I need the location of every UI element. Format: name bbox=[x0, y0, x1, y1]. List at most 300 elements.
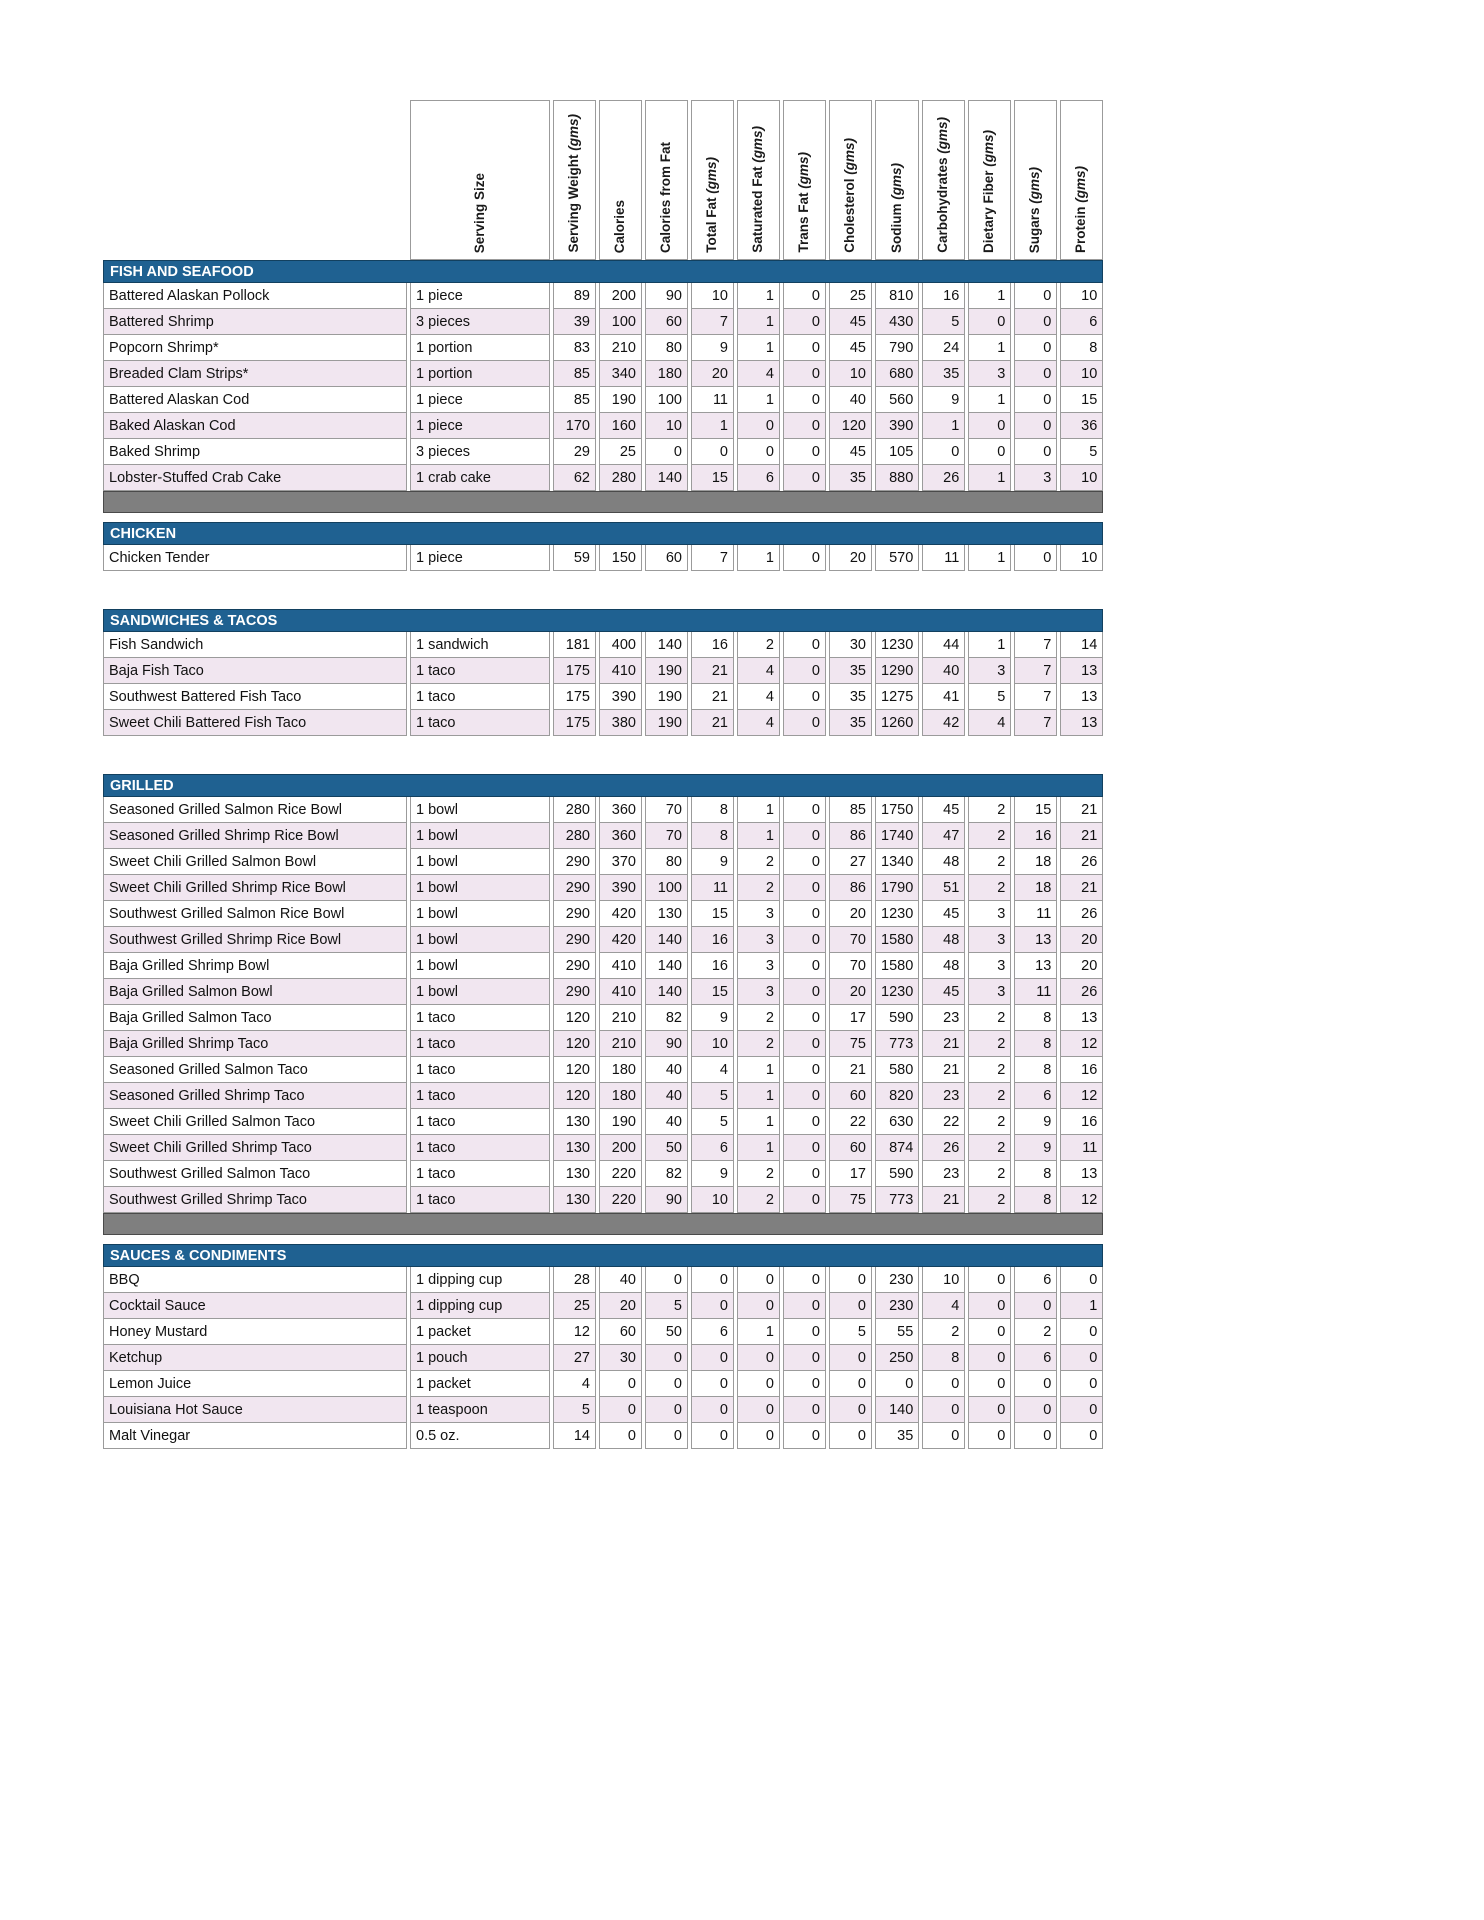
value-serving-weight: 175 bbox=[553, 684, 596, 710]
value-calories-from-fat: 40 bbox=[645, 1057, 688, 1083]
rotated-header-wrap bbox=[600, 107, 641, 259]
value-cholesterol: 75 bbox=[829, 1031, 872, 1057]
col-header-cell-serving-size bbox=[410, 100, 550, 260]
value-sodium: 230 bbox=[875, 1267, 919, 1293]
value-calories: 0 bbox=[599, 1371, 642, 1397]
value-calories-from-fat: 0 bbox=[645, 1267, 688, 1293]
value-sodium: 1750 bbox=[875, 797, 919, 823]
value-serving-weight: 130 bbox=[553, 1135, 596, 1161]
value-sodium: 105 bbox=[875, 439, 919, 465]
value-cholesterol: 40 bbox=[829, 387, 872, 413]
table-row bbox=[103, 658, 1103, 684]
rotated-header-wrap bbox=[969, 107, 1010, 259]
rotated-header-wrap bbox=[692, 107, 733, 259]
col-header-unit: (gms) bbox=[796, 152, 812, 190]
value-cholesterol: 75 bbox=[829, 1187, 872, 1213]
value-protein: 20 bbox=[1060, 927, 1103, 953]
value-protein: 21 bbox=[1060, 875, 1103, 901]
item-name: Ketchup bbox=[103, 1345, 407, 1371]
serving-size-value: 3 pieces bbox=[410, 309, 550, 335]
value-sugars: 7 bbox=[1014, 632, 1057, 658]
value-carbohydrates: 0 bbox=[922, 439, 965, 465]
col-header-dietary-fiber: Dietary Fiber (gms) bbox=[981, 129, 997, 253]
col-header-cell-calories bbox=[599, 100, 642, 260]
value-sugars: 18 bbox=[1014, 875, 1057, 901]
item-name: Seasoned Grilled Salmon Taco bbox=[103, 1057, 407, 1083]
value-sodium: 35 bbox=[875, 1423, 919, 1449]
value-calories-from-fat: 70 bbox=[645, 823, 688, 849]
value-calories: 380 bbox=[599, 710, 642, 736]
value-protein: 0 bbox=[1060, 1345, 1103, 1371]
value-sugars: 6 bbox=[1014, 1083, 1057, 1109]
rotated-header-wrap bbox=[1015, 107, 1056, 259]
value-trans-fat: 0 bbox=[783, 979, 826, 1005]
value-serving-weight: 290 bbox=[553, 849, 596, 875]
col-header-cholesterol: Cholesterol (gms) bbox=[842, 138, 858, 253]
value-trans-fat: 0 bbox=[783, 632, 826, 658]
value-saturated-fat: 3 bbox=[737, 927, 780, 953]
value-sugars: 0 bbox=[1014, 283, 1057, 309]
nutrition-table-header bbox=[103, 100, 1103, 260]
value-total-fat: 15 bbox=[691, 901, 734, 927]
value-trans-fat: 0 bbox=[783, 335, 826, 361]
value-dietary-fiber: 2 bbox=[968, 1083, 1011, 1109]
table-row bbox=[103, 439, 1103, 465]
value-trans-fat: 0 bbox=[783, 1319, 826, 1345]
value-carbohydrates: 24 bbox=[922, 335, 965, 361]
value-sugars: 13 bbox=[1014, 927, 1057, 953]
rotated-header-wrap bbox=[784, 107, 825, 259]
serving-size-value: 1 packet bbox=[410, 1319, 550, 1345]
value-sodium: 0 bbox=[875, 1371, 919, 1397]
table-row bbox=[103, 875, 1103, 901]
value-protein: 13 bbox=[1060, 710, 1103, 736]
item-name: Southwest Grilled Shrimp Taco bbox=[103, 1187, 407, 1213]
value-calories-from-fat: 140 bbox=[645, 979, 688, 1005]
value-total-fat: 8 bbox=[691, 823, 734, 849]
value-cholesterol: 0 bbox=[829, 1397, 872, 1423]
value-calories-from-fat: 10 bbox=[645, 413, 688, 439]
value-sugars: 0 bbox=[1014, 1423, 1057, 1449]
table-row bbox=[103, 1267, 1103, 1293]
value-saturated-fat: 2 bbox=[737, 849, 780, 875]
value-serving-weight: 120 bbox=[553, 1005, 596, 1031]
value-saturated-fat: 1 bbox=[737, 335, 780, 361]
value-total-fat: 21 bbox=[691, 710, 734, 736]
value-cholesterol: 45 bbox=[829, 309, 872, 335]
value-calories-from-fat: 140 bbox=[645, 953, 688, 979]
item-name: Baked Alaskan Cod bbox=[103, 413, 407, 439]
item-name: Southwest Grilled Salmon Rice Bowl bbox=[103, 901, 407, 927]
value-sodium: 1275 bbox=[875, 684, 919, 710]
value-total-fat: 10 bbox=[691, 1187, 734, 1213]
value-serving-weight: 5 bbox=[553, 1397, 596, 1423]
value-calories-from-fat: 40 bbox=[645, 1083, 688, 1109]
value-dietary-fiber: 1 bbox=[968, 545, 1011, 571]
section-header-row bbox=[103, 522, 1103, 545]
value-serving-weight: 14 bbox=[553, 1423, 596, 1449]
value-trans-fat: 0 bbox=[783, 361, 826, 387]
value-protein: 10 bbox=[1060, 283, 1103, 309]
value-serving-weight: 290 bbox=[553, 927, 596, 953]
value-serving-weight: 130 bbox=[553, 1187, 596, 1213]
value-calories: 360 bbox=[599, 823, 642, 849]
value-calories: 360 bbox=[599, 797, 642, 823]
value-total-fat: 5 bbox=[691, 1083, 734, 1109]
value-trans-fat: 0 bbox=[783, 927, 826, 953]
value-total-fat: 20 bbox=[691, 361, 734, 387]
value-carbohydrates: 42 bbox=[922, 710, 965, 736]
value-cholesterol: 30 bbox=[829, 632, 872, 658]
value-total-fat: 16 bbox=[691, 953, 734, 979]
value-protein: 10 bbox=[1060, 361, 1103, 387]
value-cholesterol: 60 bbox=[829, 1083, 872, 1109]
value-dietary-fiber: 1 bbox=[968, 465, 1011, 491]
value-cholesterol: 17 bbox=[829, 1161, 872, 1187]
value-serving-weight: 280 bbox=[553, 823, 596, 849]
value-calories: 200 bbox=[599, 1135, 642, 1161]
col-header-protein: Protein (gms) bbox=[1073, 165, 1089, 253]
item-name: Sweet Chili Battered Fish Taco bbox=[103, 710, 407, 736]
serving-size-value: 1 crab cake bbox=[410, 465, 550, 491]
item-name: Breaded Clam Strips* bbox=[103, 361, 407, 387]
table-row bbox=[103, 1345, 1103, 1371]
table-row bbox=[103, 1005, 1103, 1031]
value-total-fat: 5 bbox=[691, 1109, 734, 1135]
white-spacer bbox=[103, 571, 1103, 609]
value-calories: 390 bbox=[599, 875, 642, 901]
serving-size-value: 1 piece bbox=[410, 387, 550, 413]
value-trans-fat: 0 bbox=[783, 953, 826, 979]
value-cholesterol: 5 bbox=[829, 1319, 872, 1345]
value-calories: 340 bbox=[599, 361, 642, 387]
value-sugars: 11 bbox=[1014, 901, 1057, 927]
serving-size-value: 1 taco bbox=[410, 658, 550, 684]
value-trans-fat: 0 bbox=[783, 658, 826, 684]
value-total-fat: 0 bbox=[691, 1371, 734, 1397]
value-serving-weight: 85 bbox=[553, 387, 596, 413]
value-serving-weight: 4 bbox=[553, 1371, 596, 1397]
table-row bbox=[103, 1057, 1103, 1083]
table-row bbox=[103, 1031, 1103, 1057]
value-dietary-fiber: 2 bbox=[968, 875, 1011, 901]
value-calories-from-fat: 90 bbox=[645, 1187, 688, 1213]
table-row bbox=[103, 632, 1103, 658]
value-calories-from-fat: 100 bbox=[645, 875, 688, 901]
value-sodium: 680 bbox=[875, 361, 919, 387]
value-carbohydrates: 48 bbox=[922, 953, 965, 979]
value-total-fat: 0 bbox=[691, 1397, 734, 1423]
serving-size-value: 1 taco bbox=[410, 1005, 550, 1031]
value-sugars: 8 bbox=[1014, 1057, 1057, 1083]
value-calories: 420 bbox=[599, 901, 642, 927]
item-name: Baja Fish Taco bbox=[103, 658, 407, 684]
value-total-fat: 11 bbox=[691, 875, 734, 901]
value-protein: 36 bbox=[1060, 413, 1103, 439]
value-dietary-fiber: 0 bbox=[968, 413, 1011, 439]
value-sugars: 8 bbox=[1014, 1031, 1057, 1057]
value-dietary-fiber: 3 bbox=[968, 658, 1011, 684]
value-dietary-fiber: 1 bbox=[968, 632, 1011, 658]
value-cholesterol: 120 bbox=[829, 413, 872, 439]
col-header-serving-weight: Serving Weight (gms) bbox=[566, 114, 582, 253]
item-name: Lobster-Stuffed Crab Cake bbox=[103, 465, 407, 491]
value-carbohydrates: 21 bbox=[922, 1057, 965, 1083]
value-protein: 21 bbox=[1060, 797, 1103, 823]
value-saturated-fat: 1 bbox=[737, 283, 780, 309]
value-cholesterol: 27 bbox=[829, 849, 872, 875]
col-header-cell-sodium bbox=[875, 100, 919, 260]
col-header-cell-trans-fat bbox=[783, 100, 826, 260]
value-total-fat: 9 bbox=[691, 1161, 734, 1187]
table-row bbox=[103, 283, 1103, 309]
value-total-fat: 10 bbox=[691, 283, 734, 309]
rotated-header-wrap bbox=[554, 107, 595, 259]
serving-size-value: 1 taco bbox=[410, 1187, 550, 1213]
value-calories-from-fat: 70 bbox=[645, 797, 688, 823]
value-cholesterol: 86 bbox=[829, 823, 872, 849]
value-protein: 12 bbox=[1060, 1187, 1103, 1213]
value-carbohydrates: 35 bbox=[922, 361, 965, 387]
value-serving-weight: 290 bbox=[553, 979, 596, 1005]
table-row bbox=[103, 413, 1103, 439]
section-header-sauces-condiments: SAUCES & CONDIMENTS bbox=[103, 1244, 1103, 1267]
value-protein: 11 bbox=[1060, 1135, 1103, 1161]
col-header-calories: Calories bbox=[612, 199, 628, 253]
value-sodium: 773 bbox=[875, 1187, 919, 1213]
col-header-sugars: Sugars (gms) bbox=[1027, 166, 1043, 253]
value-trans-fat: 0 bbox=[783, 901, 826, 927]
value-dietary-fiber: 2 bbox=[968, 1005, 1011, 1031]
table-row bbox=[103, 387, 1103, 413]
item-name: Battered Alaskan Cod bbox=[103, 387, 407, 413]
item-name: Battered Alaskan Pollock bbox=[103, 283, 407, 309]
serving-size-value: 3 pieces bbox=[410, 439, 550, 465]
value-cholesterol: 0 bbox=[829, 1267, 872, 1293]
item-name: Sweet Chili Grilled Shrimp Taco bbox=[103, 1135, 407, 1161]
rotated-header-wrap bbox=[923, 107, 964, 259]
serving-size-value: 1 bowl bbox=[410, 979, 550, 1005]
item-name: Louisiana Hot Sauce bbox=[103, 1397, 407, 1423]
value-carbohydrates: 48 bbox=[922, 927, 965, 953]
serving-size-value: 1 taco bbox=[410, 1161, 550, 1187]
value-calories-from-fat: 40 bbox=[645, 1109, 688, 1135]
table-row bbox=[103, 361, 1103, 387]
value-trans-fat: 0 bbox=[783, 1031, 826, 1057]
value-total-fat: 0 bbox=[691, 439, 734, 465]
value-sugars: 3 bbox=[1014, 465, 1057, 491]
value-trans-fat: 0 bbox=[783, 1267, 826, 1293]
value-calories-from-fat: 90 bbox=[645, 1031, 688, 1057]
value-sugars: 0 bbox=[1014, 1371, 1057, 1397]
value-serving-weight: 27 bbox=[553, 1345, 596, 1371]
value-carbohydrates: 45 bbox=[922, 901, 965, 927]
value-carbohydrates: 1 bbox=[922, 413, 965, 439]
serving-size-value: 1 taco bbox=[410, 1109, 550, 1135]
value-saturated-fat: 1 bbox=[737, 545, 780, 571]
item-name: Seasoned Grilled Salmon Rice Bowl bbox=[103, 797, 407, 823]
item-name: Seasoned Grilled Shrimp Rice Bowl bbox=[103, 823, 407, 849]
value-calories: 370 bbox=[599, 849, 642, 875]
value-dietary-fiber: 3 bbox=[968, 927, 1011, 953]
value-protein: 16 bbox=[1060, 1057, 1103, 1083]
value-saturated-fat: 1 bbox=[737, 1319, 780, 1345]
value-sugars: 0 bbox=[1014, 387, 1057, 413]
value-trans-fat: 0 bbox=[783, 823, 826, 849]
value-saturated-fat: 0 bbox=[737, 1423, 780, 1449]
value-calories-from-fat: 0 bbox=[645, 1371, 688, 1397]
table-row bbox=[103, 1135, 1103, 1161]
value-carbohydrates: 21 bbox=[922, 1187, 965, 1213]
value-trans-fat: 0 bbox=[783, 465, 826, 491]
table-row bbox=[103, 849, 1103, 875]
item-name: Chicken Tender bbox=[103, 545, 407, 571]
value-calories-from-fat: 140 bbox=[645, 632, 688, 658]
value-serving-weight: 28 bbox=[553, 1267, 596, 1293]
value-calories: 210 bbox=[599, 1005, 642, 1031]
value-trans-fat: 0 bbox=[783, 875, 826, 901]
item-name: Honey Mustard bbox=[103, 1319, 407, 1345]
table-row bbox=[103, 545, 1103, 571]
value-protein: 26 bbox=[1060, 979, 1103, 1005]
value-carbohydrates: 21 bbox=[922, 1031, 965, 1057]
gray-spacer-row bbox=[103, 1213, 1103, 1235]
value-serving-weight: 120 bbox=[553, 1031, 596, 1057]
value-sugars: 0 bbox=[1014, 1397, 1057, 1423]
value-serving-weight: 12 bbox=[553, 1319, 596, 1345]
table-row bbox=[103, 1319, 1103, 1345]
value-total-fat: 9 bbox=[691, 1005, 734, 1031]
value-cholesterol: 25 bbox=[829, 283, 872, 309]
value-calories-from-fat: 80 bbox=[645, 335, 688, 361]
value-dietary-fiber: 2 bbox=[968, 1057, 1011, 1083]
value-trans-fat: 0 bbox=[783, 797, 826, 823]
col-header-unit: (gms) bbox=[704, 157, 720, 194]
item-name: Sweet Chili Grilled Shrimp Rice Bowl bbox=[103, 875, 407, 901]
value-dietary-fiber: 1 bbox=[968, 283, 1011, 309]
item-name: Baja Grilled Salmon Bowl bbox=[103, 979, 407, 1005]
value-dietary-fiber: 2 bbox=[968, 1135, 1011, 1161]
value-trans-fat: 0 bbox=[783, 283, 826, 309]
serving-size-value: 1 taco bbox=[410, 1083, 550, 1109]
col-header-cell-serving-weight bbox=[553, 100, 596, 260]
table-row bbox=[103, 823, 1103, 849]
value-serving-weight: 175 bbox=[553, 658, 596, 684]
value-protein: 12 bbox=[1060, 1031, 1103, 1057]
value-cholesterol: 0 bbox=[829, 1345, 872, 1371]
value-total-fat: 16 bbox=[691, 632, 734, 658]
value-saturated-fat: 4 bbox=[737, 710, 780, 736]
section-header-row bbox=[103, 609, 1103, 632]
value-sodium: 1340 bbox=[875, 849, 919, 875]
value-dietary-fiber: 1 bbox=[968, 387, 1011, 413]
serving-size-value: 1 sandwich bbox=[410, 632, 550, 658]
value-sodium: 1740 bbox=[875, 823, 919, 849]
section-header-grilled: GRILLED bbox=[103, 774, 1103, 797]
value-total-fat: 21 bbox=[691, 658, 734, 684]
value-total-fat: 16 bbox=[691, 927, 734, 953]
table-row bbox=[103, 1423, 1103, 1449]
section-header-row bbox=[103, 260, 1103, 283]
serving-size-value: 1 pouch bbox=[410, 1345, 550, 1371]
value-calories-from-fat: 0 bbox=[645, 1397, 688, 1423]
value-saturated-fat: 3 bbox=[737, 953, 780, 979]
value-cholesterol: 0 bbox=[829, 1293, 872, 1319]
value-calories: 180 bbox=[599, 1083, 642, 1109]
item-name: Southwest Battered Fish Taco bbox=[103, 684, 407, 710]
gray-spacer-row bbox=[103, 491, 1103, 513]
value-calories-from-fat: 60 bbox=[645, 309, 688, 335]
value-serving-weight: 120 bbox=[553, 1083, 596, 1109]
value-calories: 0 bbox=[599, 1397, 642, 1423]
value-serving-weight: 62 bbox=[553, 465, 596, 491]
value-trans-fat: 0 bbox=[783, 1397, 826, 1423]
rotated-header-wrap bbox=[830, 107, 871, 259]
value-sodium: 390 bbox=[875, 413, 919, 439]
serving-size-value: 1 taco bbox=[410, 684, 550, 710]
value-sugars: 0 bbox=[1014, 335, 1057, 361]
value-calories: 220 bbox=[599, 1161, 642, 1187]
value-protein: 16 bbox=[1060, 1109, 1103, 1135]
rotated-header-wrap bbox=[738, 107, 779, 259]
col-header-total-fat: Total Fat (gms) bbox=[704, 157, 720, 253]
value-calories: 390 bbox=[599, 684, 642, 710]
value-trans-fat: 0 bbox=[783, 413, 826, 439]
header-corner-blank bbox=[103, 100, 407, 260]
value-protein: 21 bbox=[1060, 823, 1103, 849]
value-saturated-fat: 1 bbox=[737, 823, 780, 849]
value-calories-from-fat: 140 bbox=[645, 465, 688, 491]
rotated-header-wrap bbox=[411, 107, 549, 259]
value-dietary-fiber: 0 bbox=[968, 1371, 1011, 1397]
value-sugars: 11 bbox=[1014, 979, 1057, 1005]
value-cholesterol: 35 bbox=[829, 684, 872, 710]
table-row bbox=[103, 684, 1103, 710]
section-header-sandwiches-tacos: SANDWICHES & TACOS bbox=[103, 609, 1103, 632]
value-cholesterol: 70 bbox=[829, 953, 872, 979]
value-sugars: 7 bbox=[1014, 684, 1057, 710]
col-header-serving-size: Serving Size bbox=[471, 172, 487, 253]
item-name: Popcorn Shrimp* bbox=[103, 335, 407, 361]
value-saturated-fat: 2 bbox=[737, 1187, 780, 1213]
serving-size-value: 1 taco bbox=[410, 1135, 550, 1161]
section-header-fish-and-seafood: FISH AND SEAFOOD bbox=[103, 260, 1103, 283]
col-header-trans-fat: Trans Fat (gms) bbox=[796, 152, 812, 253]
value-calories: 20 bbox=[599, 1293, 642, 1319]
value-dietary-fiber: 0 bbox=[968, 1319, 1011, 1345]
value-trans-fat: 0 bbox=[783, 1109, 826, 1135]
col-header-unit: (gms) bbox=[935, 117, 951, 154]
value-trans-fat: 0 bbox=[783, 439, 826, 465]
value-total-fat: 9 bbox=[691, 849, 734, 875]
value-dietary-fiber: 3 bbox=[968, 979, 1011, 1005]
value-total-fat: 0 bbox=[691, 1267, 734, 1293]
col-header-unit: (gms) bbox=[1027, 166, 1043, 204]
value-sodium: 1260 bbox=[875, 710, 919, 736]
col-header-unit: (gms) bbox=[566, 114, 582, 152]
value-protein: 15 bbox=[1060, 387, 1103, 413]
value-carbohydrates: 48 bbox=[922, 849, 965, 875]
nutrition-table-body bbox=[103, 260, 1103, 1449]
item-name: Fish Sandwich bbox=[103, 632, 407, 658]
value-calories: 210 bbox=[599, 335, 642, 361]
value-protein: 10 bbox=[1060, 465, 1103, 491]
serving-size-value: 1 piece bbox=[410, 283, 550, 309]
table-row bbox=[103, 1109, 1103, 1135]
value-protein: 13 bbox=[1060, 658, 1103, 684]
value-sodium: 1230 bbox=[875, 901, 919, 927]
value-dietary-fiber: 4 bbox=[968, 710, 1011, 736]
